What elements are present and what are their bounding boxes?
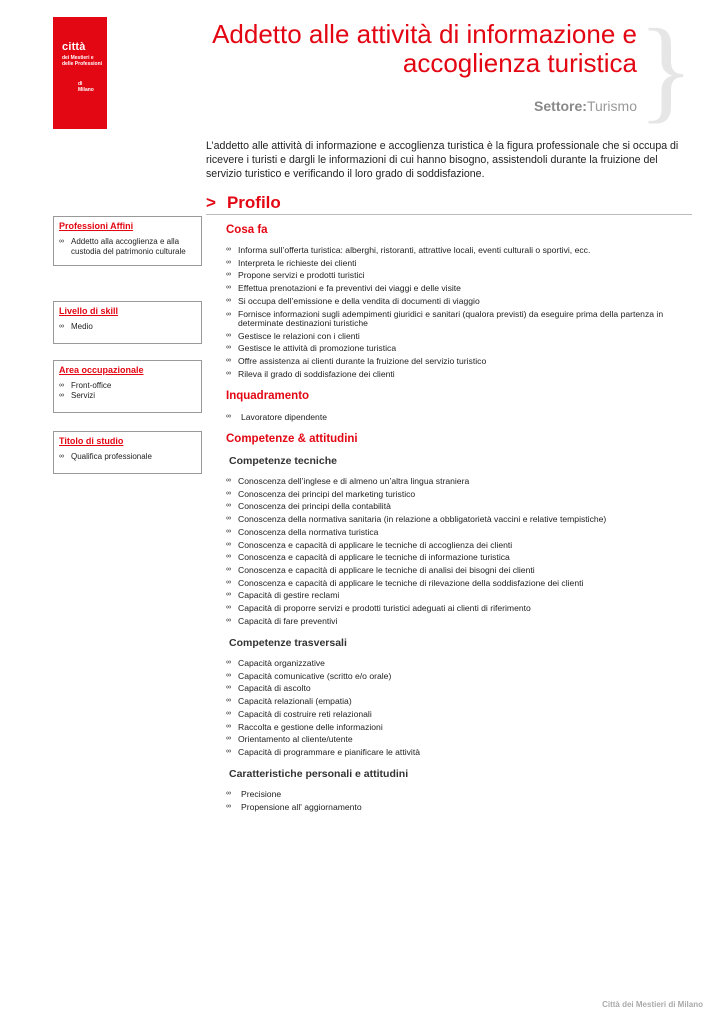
logo-line3b: Milano bbox=[78, 87, 94, 93]
box-livello-skill bbox=[53, 301, 202, 344]
page-title bbox=[212, 20, 637, 78]
list-item: ∞ Interpreta le richieste dei clienti bbox=[226, 257, 696, 270]
list-item: ∞ Qualifica professionale bbox=[59, 452, 196, 462]
list-item: ∞ Gestisce le relazioni con i clienti bbox=[226, 330, 696, 343]
list-item: ∞ Addetto alla accoglienza e alla custodia del patrimonio culturale bbox=[59, 237, 196, 257]
box-title[interactable]: Titolo di studio bbox=[59, 436, 124, 446]
competenze-tecniche-heading: Competenze tecniche bbox=[229, 455, 337, 467]
list-item: ∞ Front-office bbox=[59, 381, 196, 391]
list-item: ∞ Conoscenza dell’inglese e di almeno un’altra lingua straniera bbox=[226, 475, 696, 488]
list-item: ∞ Conoscenza dei principi del marketing turistico bbox=[226, 488, 696, 501]
box-title[interactable]: Livello di skill bbox=[59, 306, 119, 316]
inquadramento-list bbox=[226, 411, 696, 424]
list-item: ∞ Conoscenza dei principi della contabilità bbox=[226, 500, 696, 513]
list-item: ∞ Effettua prenotazioni e fa preventivi dei viaggi e delle visite bbox=[226, 282, 696, 295]
list-item: ∞ Conoscenza della normativa turistica bbox=[226, 526, 696, 539]
list-item: ∞ Gestisce le attività di promozione turistica bbox=[226, 342, 696, 355]
list-item: ∞ Medio bbox=[59, 322, 196, 332]
list-item: ∞ Informa sull’offerta turistica: alberghi, ristoranti, attrattive locali, eventi culturali o sportivi, ecc. bbox=[226, 244, 696, 257]
list-item: ∞ Conoscenza e capacità di applicare le tecniche di accoglienza dei clienti bbox=[226, 539, 696, 552]
box-title[interactable]: Professioni Affini bbox=[59, 221, 134, 231]
profilo-label: Profilo bbox=[226, 193, 281, 212]
box-titolo-studio bbox=[53, 431, 202, 474]
list-item: ∞ Conoscenza e capacità di applicare le tecniche di rilevazione della soddisfazione dei clienti bbox=[226, 577, 696, 590]
list-item: ∞ Precisione bbox=[226, 788, 696, 801]
cosa-fa-heading: Cosa fa bbox=[226, 224, 268, 236]
logo-line2: dei Mestieri e delle Professioni bbox=[62, 55, 103, 67]
list-item: ∞ Raccolta e gestione delle informazioni bbox=[226, 721, 696, 734]
list-item: ∞ Conoscenza e capacità di applicare le tecniche di informazione turistica bbox=[226, 551, 696, 564]
logo-line3 bbox=[78, 81, 94, 93]
list-item: ∞ Lavoratore dipendente bbox=[226, 411, 696, 424]
list-item: ∞ Propone servizi e prodotti turistici bbox=[226, 269, 696, 282]
list-item: ∞ Capacità comunicative (scritto e/o orale) bbox=[226, 670, 696, 683]
box-professioni-affini bbox=[53, 216, 202, 266]
list-item: ∞ Si occupa dell’emissione e della vendita di documenti di viaggio bbox=[226, 295, 696, 308]
list-item: ∞ Capacità di programmare e pianificare le attività bbox=[226, 746, 696, 759]
inquadramento-heading: Inquadramento bbox=[226, 390, 310, 402]
competenze-trasversali-heading: Competenze trasversali bbox=[229, 637, 347, 649]
competenze-trasversali-list bbox=[226, 657, 696, 759]
list-item: ∞ Capacità di gestire reclami bbox=[226, 589, 696, 602]
list-item: ∞ Fornisce informazioni sugli adempimenti giuridici e sanitari (qualora previsti) da eseguire prima della partenza in determinate destinazioni turistiche bbox=[226, 308, 696, 330]
footer: Città dei Mestieri di Milano bbox=[602, 1000, 703, 1009]
title-line2: accoglienza turistica bbox=[402, 48, 637, 78]
profilo-arrow: > bbox=[206, 193, 216, 212]
list-item: ∞ Capacità di proporre servizi e prodotti turistici adeguati ai clienti di riferimento bbox=[226, 602, 696, 615]
list-item: ∞ Rileva il grado di soddisfazione dei clienti bbox=[226, 368, 696, 381]
competenze-heading: Competenze & attitudini bbox=[226, 433, 358, 445]
list-item: ∞ Capacità organizzative bbox=[226, 657, 696, 670]
list-item: ∞ Conoscenza della normativa sanitaria (in relazione a obbligatorietà vaccini e relative tempistiche) bbox=[226, 513, 696, 526]
title-line1: Addetto alle attività di informazione e bbox=[212, 19, 637, 49]
box-title[interactable]: Area occupazionale bbox=[59, 365, 144, 375]
profilo-heading bbox=[206, 193, 692, 215]
list-item: ∞ Propensione all' aggiornamento bbox=[226, 801, 696, 814]
brace-decoration: } bbox=[638, 6, 694, 134]
list-item: ∞ Servizi bbox=[59, 391, 196, 401]
list-item: ∞ Conoscenza e capacità di applicare le tecniche di analisi dei bisogni dei clienti bbox=[226, 564, 696, 577]
logo-line3a: di bbox=[78, 81, 83, 87]
intro-text: L’addetto alle attività di informazione e accoglienza turistica è la figura professionale che si occupa di ricevere i turisti e dargli le informazioni di cui hanno bisogno, assistendoli durante la fruizione del servizio turistico e verificando il loro grado di soddisfazione. bbox=[206, 140, 679, 180]
list-item: ∞ Capacità di costruire reti relazionali bbox=[226, 708, 696, 721]
settore-value: Turismo bbox=[586, 98, 637, 114]
box-area-occupazionale bbox=[53, 360, 202, 413]
caratteristiche-heading: Caratteristiche personali e attitudini bbox=[229, 768, 409, 780]
competenze-tecniche-list bbox=[226, 475, 696, 627]
cosa-fa-list bbox=[226, 244, 696, 380]
settore bbox=[534, 98, 637, 114]
logo-line1: città bbox=[62, 41, 86, 53]
logo bbox=[53, 17, 107, 129]
list-item: ∞ Offre assistenza ai clienti durante la fruizione del servizio turistico bbox=[226, 355, 696, 368]
list-item: ∞ Orientamento al cliente/utente bbox=[226, 733, 696, 746]
list-item: ∞ Capacità di fare preventivi bbox=[226, 615, 696, 628]
list-item: ∞ Capacità relazionali (empatia) bbox=[226, 695, 696, 708]
settore-label: Settore: bbox=[534, 98, 587, 114]
caratteristiche-list bbox=[226, 788, 696, 813]
list-item: ∞ Capacità di ascolto bbox=[226, 682, 696, 695]
